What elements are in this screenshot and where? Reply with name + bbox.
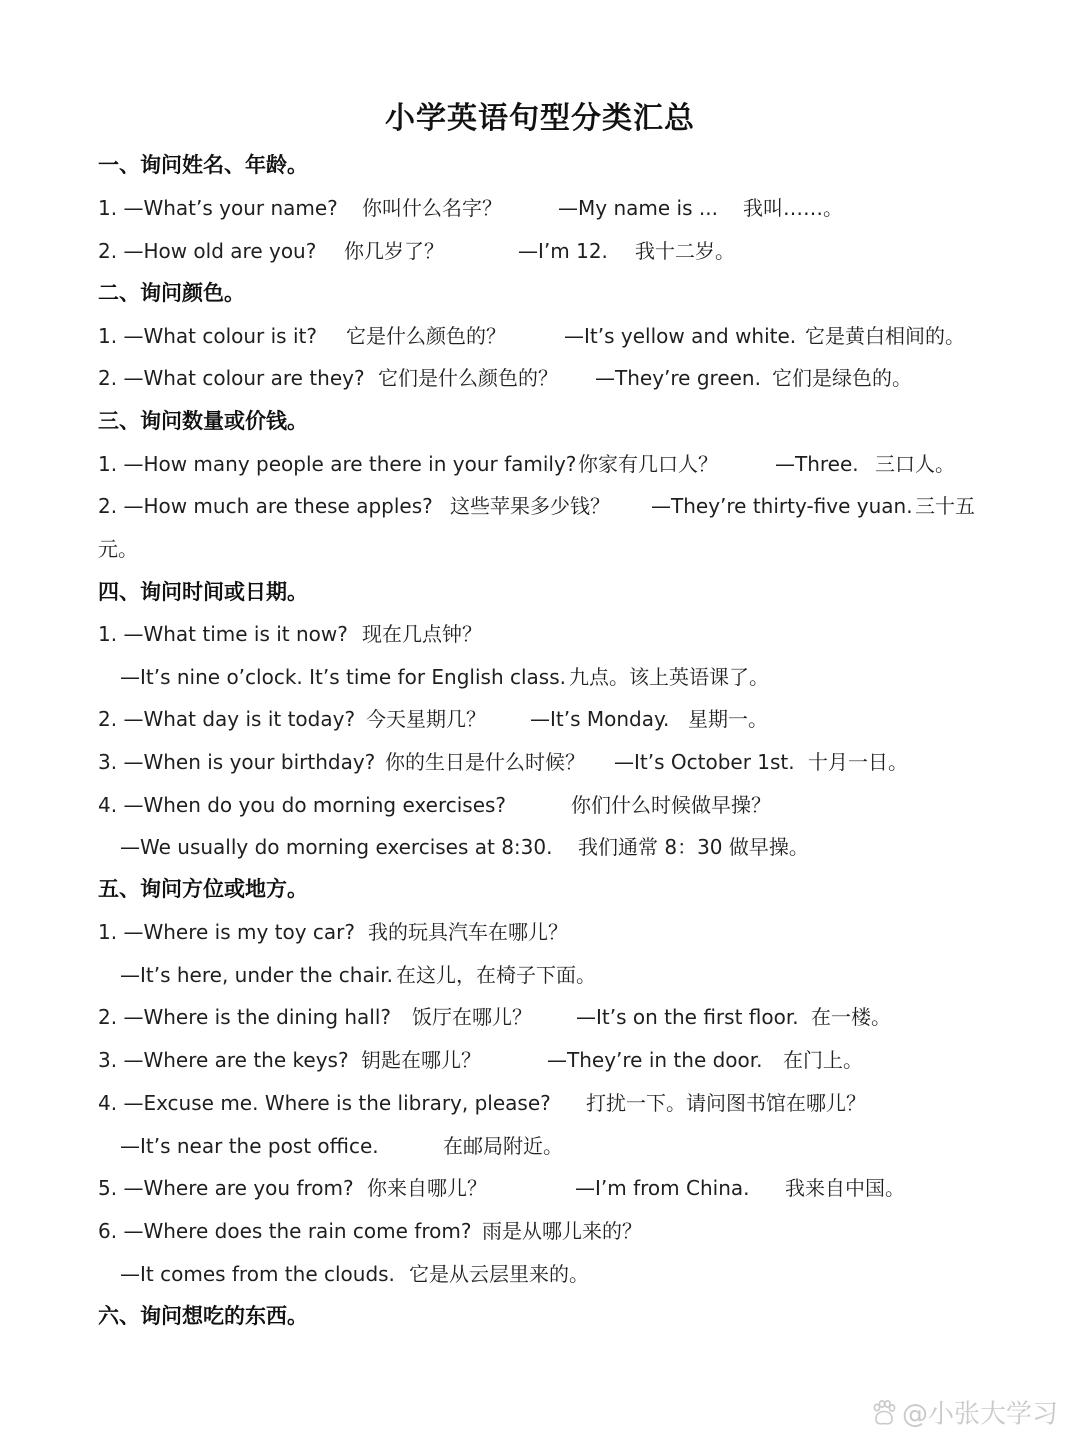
chinese-translation: 我来自中国。 bbox=[785, 1176, 905, 1200]
chinese-translation: 你们什么时候做早操？ bbox=[571, 793, 771, 817]
english-question: 3. —Where are the keys? bbox=[98, 1048, 349, 1072]
chinese-translation: 雨是从哪儿来的？ bbox=[482, 1219, 642, 1243]
english-question: 2. —What colour are they? bbox=[98, 366, 365, 390]
chinese-translation: 现在几点钟？ bbox=[362, 622, 482, 646]
chinese-translation: 我十二岁。 bbox=[635, 239, 735, 263]
chinese-translation: 这些苹果多少钱？ bbox=[450, 494, 610, 518]
english-answer: —They’re green. bbox=[595, 366, 761, 390]
chinese-translation: 你叫什么名字？ bbox=[362, 196, 502, 220]
chinese-translation: 在这儿，在椅子下面。 bbox=[396, 963, 596, 987]
english-answer: —It’s October 1st. bbox=[614, 750, 795, 774]
section-heading: 六、询问想吃的东西。 bbox=[98, 1304, 308, 1328]
english-question: 2. —How much are these apples? bbox=[98, 494, 433, 518]
english-answer: —It’s here, under the chair. bbox=[120, 963, 393, 987]
chinese-translation: 你家有几口人？ bbox=[578, 452, 718, 476]
chinese-translation: 你来自哪儿？ bbox=[367, 1176, 487, 1200]
chinese-translation: 在一楼。 bbox=[811, 1005, 891, 1029]
watermark bbox=[870, 1394, 1058, 1431]
english-question: 4. —Excuse me. Where is the library, please? bbox=[98, 1091, 551, 1115]
english-question: 1. —Where is my toy car? bbox=[98, 920, 356, 944]
english-answer: —I’m 12. bbox=[518, 239, 608, 263]
chinese-translation: 我们通常 8：30 做早操。 bbox=[578, 835, 809, 859]
chinese-translation: 在邮局附近。 bbox=[443, 1134, 563, 1158]
english-question: 1. —What time is it now? bbox=[98, 622, 348, 646]
english-answer: —My name is ... bbox=[558, 196, 718, 220]
english-question: 1. —What’s your name? bbox=[98, 196, 338, 220]
chinese-translation: 三口人。 bbox=[875, 452, 955, 476]
english-answer: —It’s nine o’clock. It’s time for English class. bbox=[120, 665, 566, 689]
chinese-translation: 星期一。 bbox=[688, 707, 768, 731]
english-answer: —It’s yellow and white. bbox=[564, 324, 797, 348]
chinese-translation: 打扰一下。请问图书馆在哪儿？ bbox=[586, 1091, 866, 1115]
watermark-text: @小张大学习 bbox=[901, 1399, 1058, 1430]
english-question: 4. —When do you do morning exercises? bbox=[98, 793, 507, 817]
english-answer: —Three. bbox=[775, 452, 859, 476]
chinese-translation: 它是从云层里来的。 bbox=[409, 1262, 589, 1286]
document-title: 小学英语句型分类汇总 bbox=[385, 101, 695, 136]
english-answer: —We usually do morning exercises at 8:30. bbox=[120, 835, 553, 859]
section-heading: 一、询问姓名、年龄。 bbox=[98, 153, 308, 177]
chinese-translation: 今天星期几？ bbox=[366, 707, 486, 731]
english-question: 3. —When is your birthday? bbox=[98, 750, 376, 774]
english-answer: —They’re in the door. bbox=[547, 1048, 763, 1072]
english-question: 2. —Where is the dining hall? bbox=[98, 1005, 392, 1029]
chinese-translation: 我叫……。 bbox=[743, 196, 843, 220]
section-heading: 三、询问数量或价钱。 bbox=[98, 409, 308, 433]
english-question: 2. —How old are you? bbox=[98, 239, 317, 263]
section-heading: 四、询问时间或日期。 bbox=[98, 580, 308, 604]
english-question: 1. —What colour is it? bbox=[98, 324, 317, 348]
chinese-translation: 三十五 bbox=[915, 494, 975, 518]
chinese-translation: 它们是什么颜色的？ bbox=[378, 366, 558, 390]
chinese-translation: 你的生日是什么时候？ bbox=[385, 750, 585, 774]
chinese-translation: 它是什么颜色的？ bbox=[346, 324, 506, 348]
paw-icon bbox=[870, 1398, 898, 1426]
english-question: 1. —How many people are there in your family? bbox=[98, 452, 577, 476]
chinese-translation: 我的玩具汽车在哪儿？ bbox=[368, 920, 568, 944]
chinese-translation: 它们是绿色的。 bbox=[772, 366, 912, 390]
english-answer: —It’s near the post office. bbox=[120, 1134, 379, 1158]
chinese-translation: 钥匙在哪儿？ bbox=[361, 1048, 481, 1072]
english-question: 6. —Where does the rain come from? bbox=[98, 1219, 472, 1243]
english-question: 5. —Where are you from? bbox=[98, 1176, 354, 1200]
english-question: 2. —What day is it today? bbox=[98, 707, 356, 731]
chinese-translation: 在门上。 bbox=[783, 1048, 863, 1072]
section-heading: 五、询问方位或地方。 bbox=[98, 877, 308, 901]
english-answer: —It comes from the clouds. bbox=[120, 1262, 395, 1286]
chinese-translation: 九点。该上英语课了。 bbox=[569, 665, 769, 689]
chinese-translation: 十月一日。 bbox=[808, 750, 908, 774]
english-answer: —It’s on the first floor. bbox=[576, 1005, 799, 1029]
chinese-translation: 它是黄白相间的。 bbox=[805, 324, 965, 348]
chinese-translation: 饭厅在哪儿？ bbox=[412, 1005, 532, 1029]
english-answer: —I’m from China. bbox=[575, 1176, 750, 1200]
english-answer: —They’re thirty-five yuan. bbox=[651, 494, 913, 518]
chinese-translation: 元。 bbox=[98, 537, 138, 561]
chinese-translation: 你几岁了？ bbox=[344, 239, 444, 263]
section-heading: 二、询问颜色。 bbox=[98, 281, 245, 305]
english-answer: —It’s Monday. bbox=[530, 707, 670, 731]
